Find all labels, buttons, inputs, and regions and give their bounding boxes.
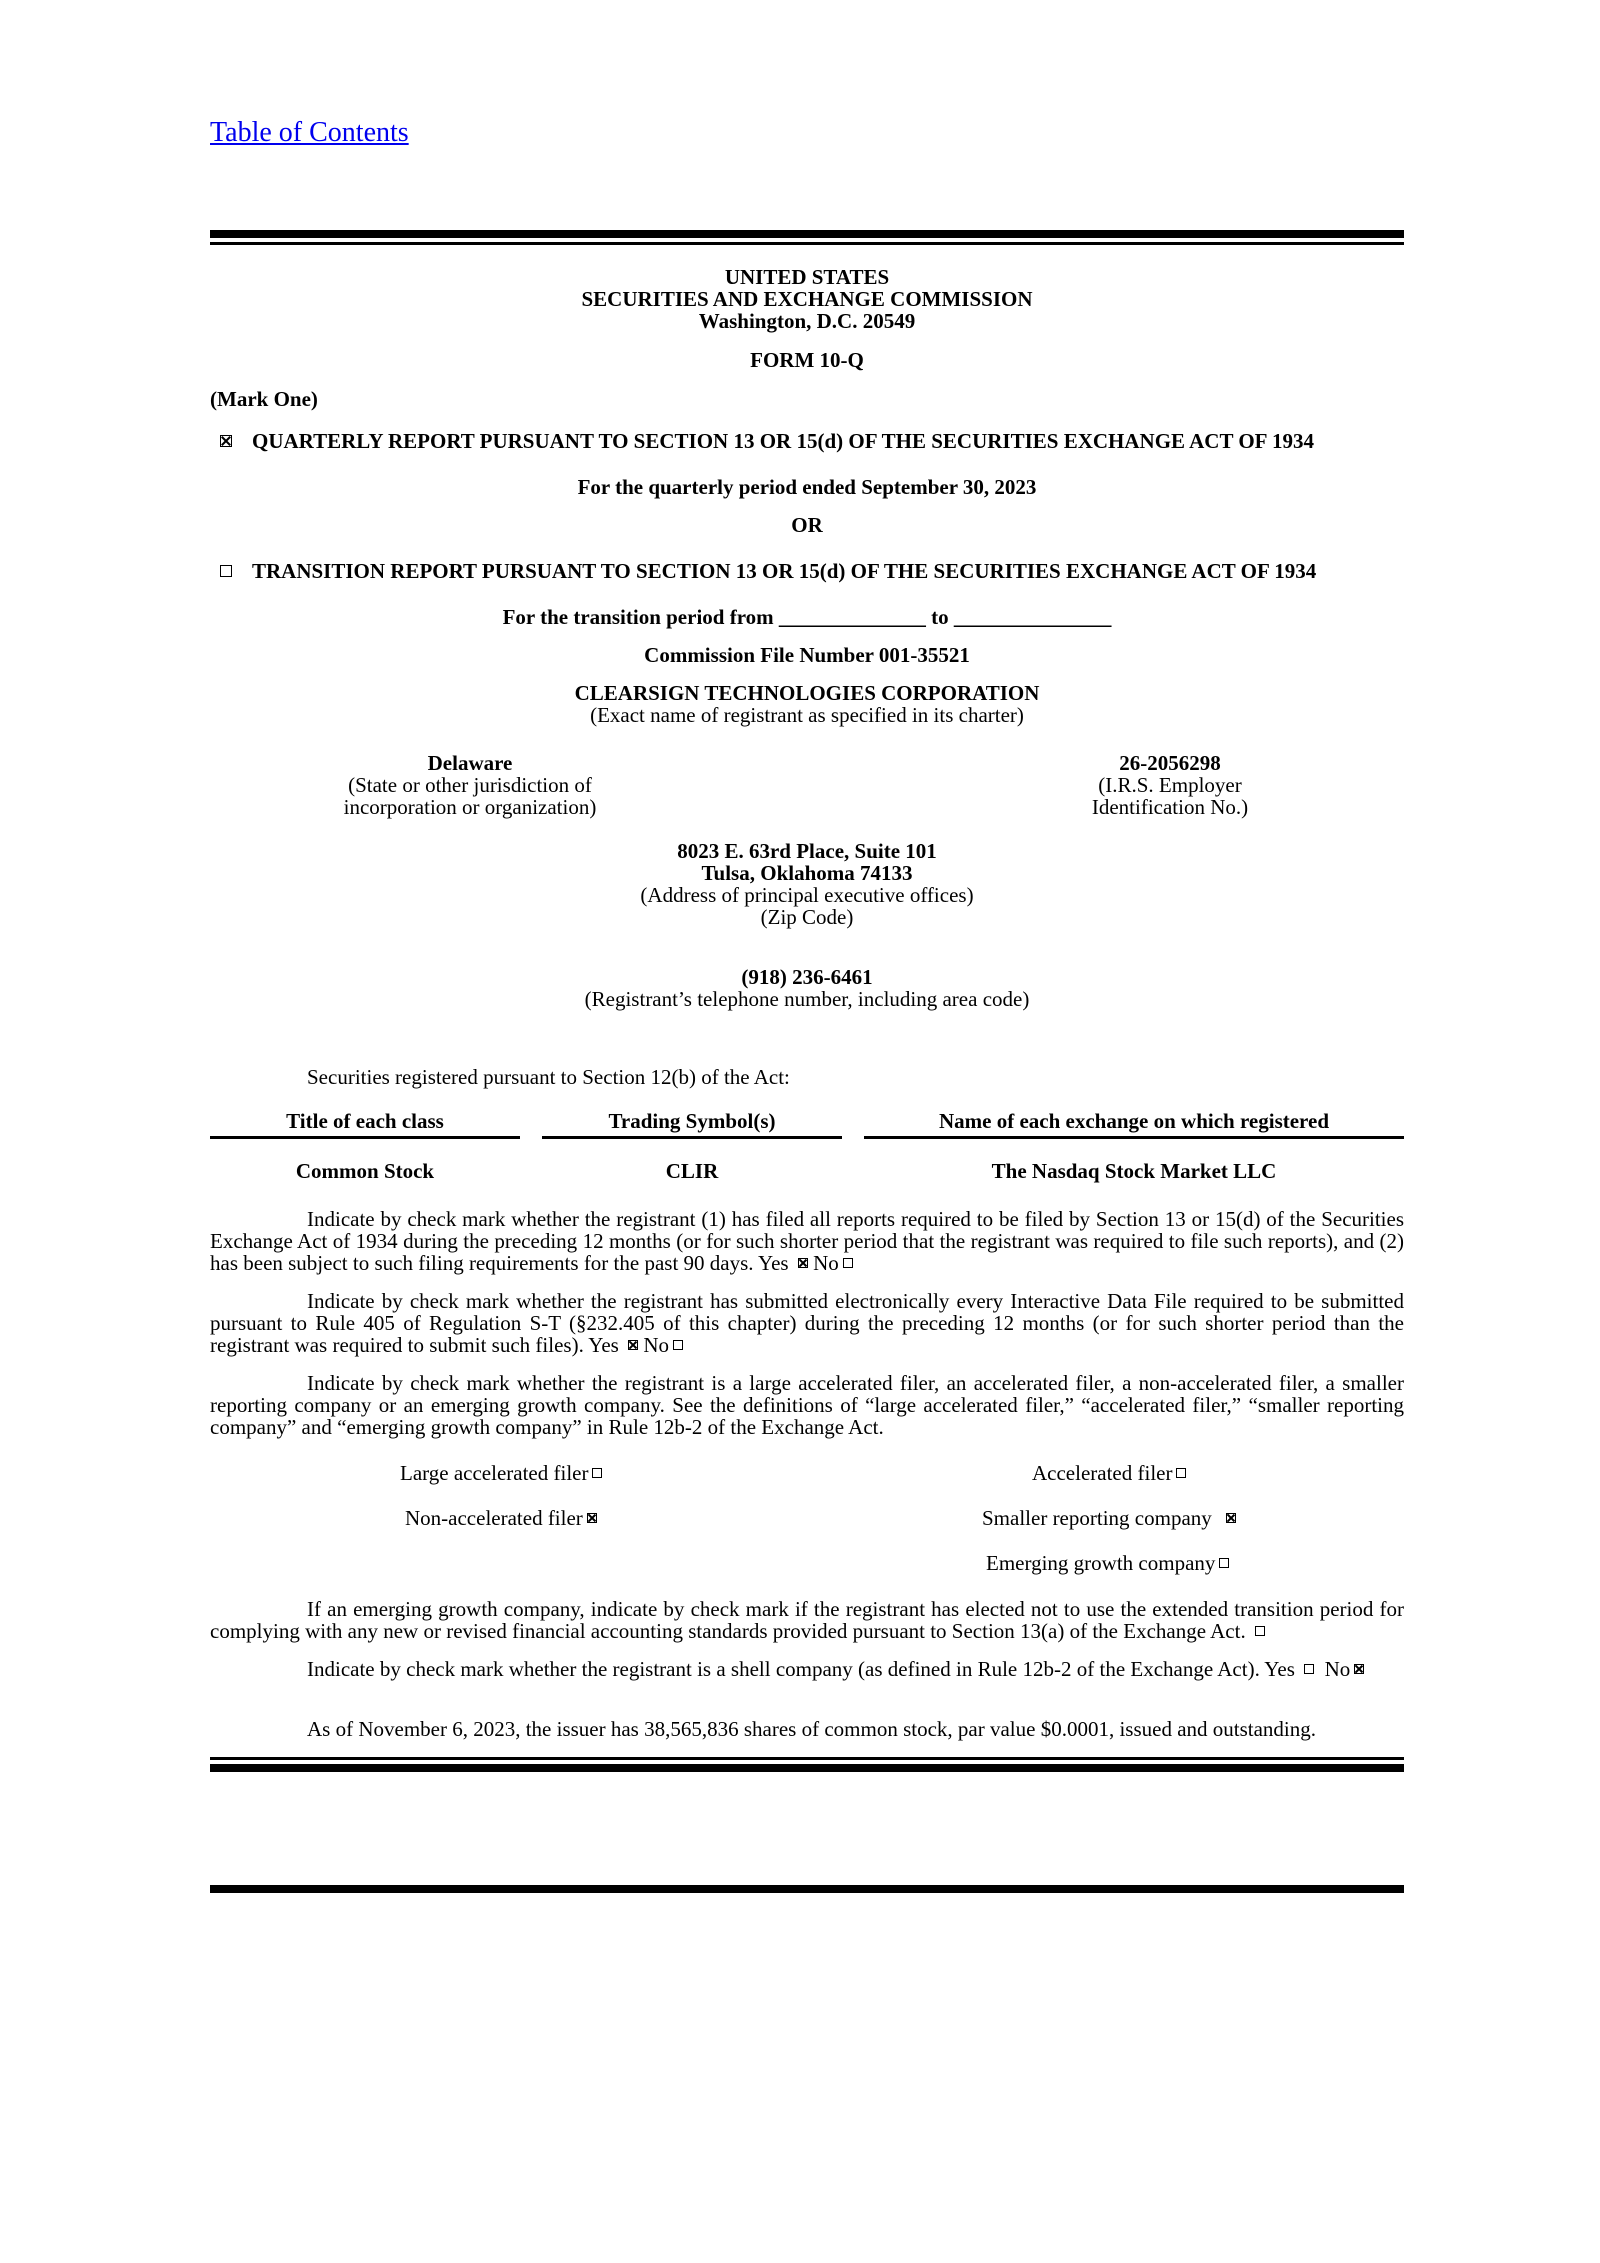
- emerging-growth-checkbox-icon[interactable]: [1219, 1558, 1229, 1568]
- or-text: OR: [791, 513, 823, 537]
- non-accelerated-checkbox-checked-icon[interactable]: [587, 1513, 597, 1523]
- paragraph-interactive-data-text: Indicate by check mark whether the registrant has submitted electronically every Interactive Data File required to be submitted pursuant to Rule 405 of Regulation S-T (§232.405 of this chapter) during the preceding 12 months (or for such shorter period than the registrant was required to submit such files). Yes: [210, 1289, 1404, 1358]
- phone-number: (918) 236-6461: [741, 965, 873, 989]
- address-line-1: 8023 E. 63rd Place, Suite 101: [677, 839, 937, 863]
- cell-trading-symbol: CLIR: [665, 1159, 719, 1183]
- page-footer-rule: [210, 1885, 1404, 1893]
- quarterly-period: For the quarterly period ended September 30, 2023: [577, 475, 1037, 499]
- top-double-rule: [210, 230, 1404, 245]
- quarterly-report-line: [210, 430, 1404, 452]
- address-caption-1: (Address of principal executive offices): [640, 883, 974, 907]
- smaller-reporting-checkbox-checked-icon[interactable]: [1226, 1513, 1236, 1523]
- header-united-states: UNITED STATES: [724, 265, 890, 289]
- emerging-growth-label: Emerging growth company: [986, 1551, 1216, 1575]
- paragraph-shell-company: [210, 1658, 1404, 1680]
- registrant-name-caption: (Exact name of registrant as specified in its charter): [590, 703, 1024, 727]
- no-label: No: [813, 1251, 839, 1276]
- shell-no-checkbox-checked-icon[interactable]: [1354, 1664, 1364, 1674]
- no-label: No: [643, 1333, 670, 1358]
- state-caption-2: incorporation or organization): [343, 795, 597, 820]
- cell-common-stock: Common Stock: [295, 1159, 435, 1183]
- transition-report-label: TRANSITION REPORT PURSUANT TO SECTION 13 OR 15(d) OF THE SECURITIES EXCHANGE ACT OF 1934: [252, 559, 1317, 583]
- securities-intro: Securities registered pursuant to Section 12(b) of the Act:: [307, 1065, 790, 1089]
- transition-report-line: [210, 560, 1404, 582]
- non-accelerated-filer: [405, 1507, 597, 1529]
- accelerated-checkbox-icon[interactable]: [1176, 1468, 1186, 1478]
- cell-exchange-name: The Nasdaq Stock Market LLC: [991, 1159, 1277, 1183]
- quarterly-report-label: QUARTERLY REPORT PURSUANT TO SECTION 13 OR 15(d) OF THE SECURITIES EXCHANGE ACT OF 1934: [252, 429, 1314, 453]
- paragraph-reports-filed-text: Indicate by check mark whether the registrant (1) has filed all reports required to be filed by Section 13 or 15(d) of the Securities Exchange Act of 1934 during the preceding 12 months (or for such shorter period that the registrant was required to file such reports), and (2) has been subject to such filing requirements for the past 90 days. Yes: [210, 1207, 1404, 1276]
- paragraph-shell-company-text: Indicate by check mark whether the registrant is a shell company (as defined in Rule 12b-2 of the Exchange Act). Yes: [307, 1657, 1295, 1681]
- header-sec: SECURITIES AND EXCHANGE COMMISSION: [581, 287, 1033, 311]
- state-value: Delaware: [427, 751, 513, 775]
- no-checkbox-icon[interactable]: [843, 1258, 853, 1268]
- ein-caption-2: Identification No.): [1091, 795, 1249, 820]
- ein-caption-1: (I.R.S. Employer: [1098, 773, 1242, 798]
- quarterly-checkbox-checked-icon[interactable]: [220, 435, 232, 447]
- paragraph-transition-election: [210, 1598, 1404, 1642]
- shell-yes-checkbox-icon[interactable]: [1304, 1664, 1314, 1674]
- paragraph-transition-election-text: If an emerging growth company, indicate by check mark if the registrant has elected not to use the extended transition period for complying with any new or revised financial accounting standards provided pursuant to Section 13(a) of the Exchange Act.: [210, 1597, 1404, 1644]
- col-header-trading-symbol: Trading Symbol(s): [542, 1110, 842, 1139]
- paragraph-filer-status-text: Indicate by check mark whether the registrant is a large accelerated filer, an accelerated filer, a non-accelerated filer, a smaller reporting company or an emerging growth company. See the definitions of “large accelerated filer,” “accelerated filer,” “smaller reporting company” and “emerging growth company” in Rule 12b-2 of the Exchange Act.: [210, 1371, 1404, 1440]
- large-accelerated-checkbox-icon[interactable]: [592, 1468, 602, 1478]
- state-block: [320, 752, 620, 818]
- registrant-name: CLEARSIGN TECHNOLOGIES CORPORATION: [574, 681, 1040, 705]
- commission-file-number: Commission File Number 001-35521: [644, 643, 970, 667]
- table-of-contents-link[interactable]: Table of Contents: [210, 117, 409, 148]
- ein-value: 26-2056298: [1119, 751, 1221, 775]
- address-caption-2: (Zip Code): [760, 905, 854, 929]
- yes-checkbox-checked-icon[interactable]: [798, 1258, 808, 1268]
- address-line-2: Tulsa, Oklahoma 74133: [701, 861, 913, 885]
- paragraph-filer-status: [210, 1372, 1404, 1438]
- transition-checkbox-icon[interactable]: [220, 565, 232, 577]
- transition-election-checkbox-icon[interactable]: [1255, 1626, 1265, 1636]
- paragraph-reports-filed: [210, 1208, 1404, 1274]
- paragraph-shares-outstanding: [210, 1718, 1404, 1740]
- emerging-growth-company: [986, 1552, 1229, 1574]
- col-header-exchange-name: Name of each exchange on which registered: [864, 1110, 1404, 1139]
- header-address: Washington, D.C. 20549: [698, 309, 916, 333]
- paragraph-interactive-data: [210, 1290, 1404, 1356]
- smaller-reporting-company: [982, 1507, 1236, 1529]
- accelerated-filer-label: Accelerated filer: [1032, 1461, 1173, 1485]
- smaller-reporting-label: Smaller reporting company: [982, 1506, 1212, 1530]
- transition-period: For the transition period from ______________ to _______________: [502, 605, 1112, 629]
- paragraph-shares-outstanding-text: As of November 6, 2023, the issuer has 38,565,836 shares of common stock, par value $0.0001, issued and outstanding.: [307, 1717, 1317, 1741]
- large-accelerated-filer: [400, 1462, 602, 1484]
- col-header-title-of-class: Title of each class: [210, 1110, 520, 1139]
- bottom-double-rule: [210, 1757, 1404, 1772]
- no-checkbox-icon[interactable]: [673, 1340, 683, 1350]
- large-accelerated-filer-label: Large accelerated filer: [400, 1461, 589, 1485]
- state-caption-1: (State or other jurisdiction of: [348, 773, 592, 798]
- phone-caption: (Registrant’s telephone number, including area code): [584, 987, 1030, 1011]
- accelerated-filer: [1032, 1462, 1186, 1484]
- ein-block: [1020, 752, 1320, 818]
- mark-one-label: (Mark One): [210, 387, 318, 411]
- no-label: No: [1324, 1657, 1351, 1681]
- yes-checkbox-checked-icon[interactable]: [628, 1340, 638, 1350]
- form-title: FORM 10-Q: [750, 348, 864, 372]
- non-accelerated-filer-label: Non-accelerated filer: [405, 1506, 583, 1530]
